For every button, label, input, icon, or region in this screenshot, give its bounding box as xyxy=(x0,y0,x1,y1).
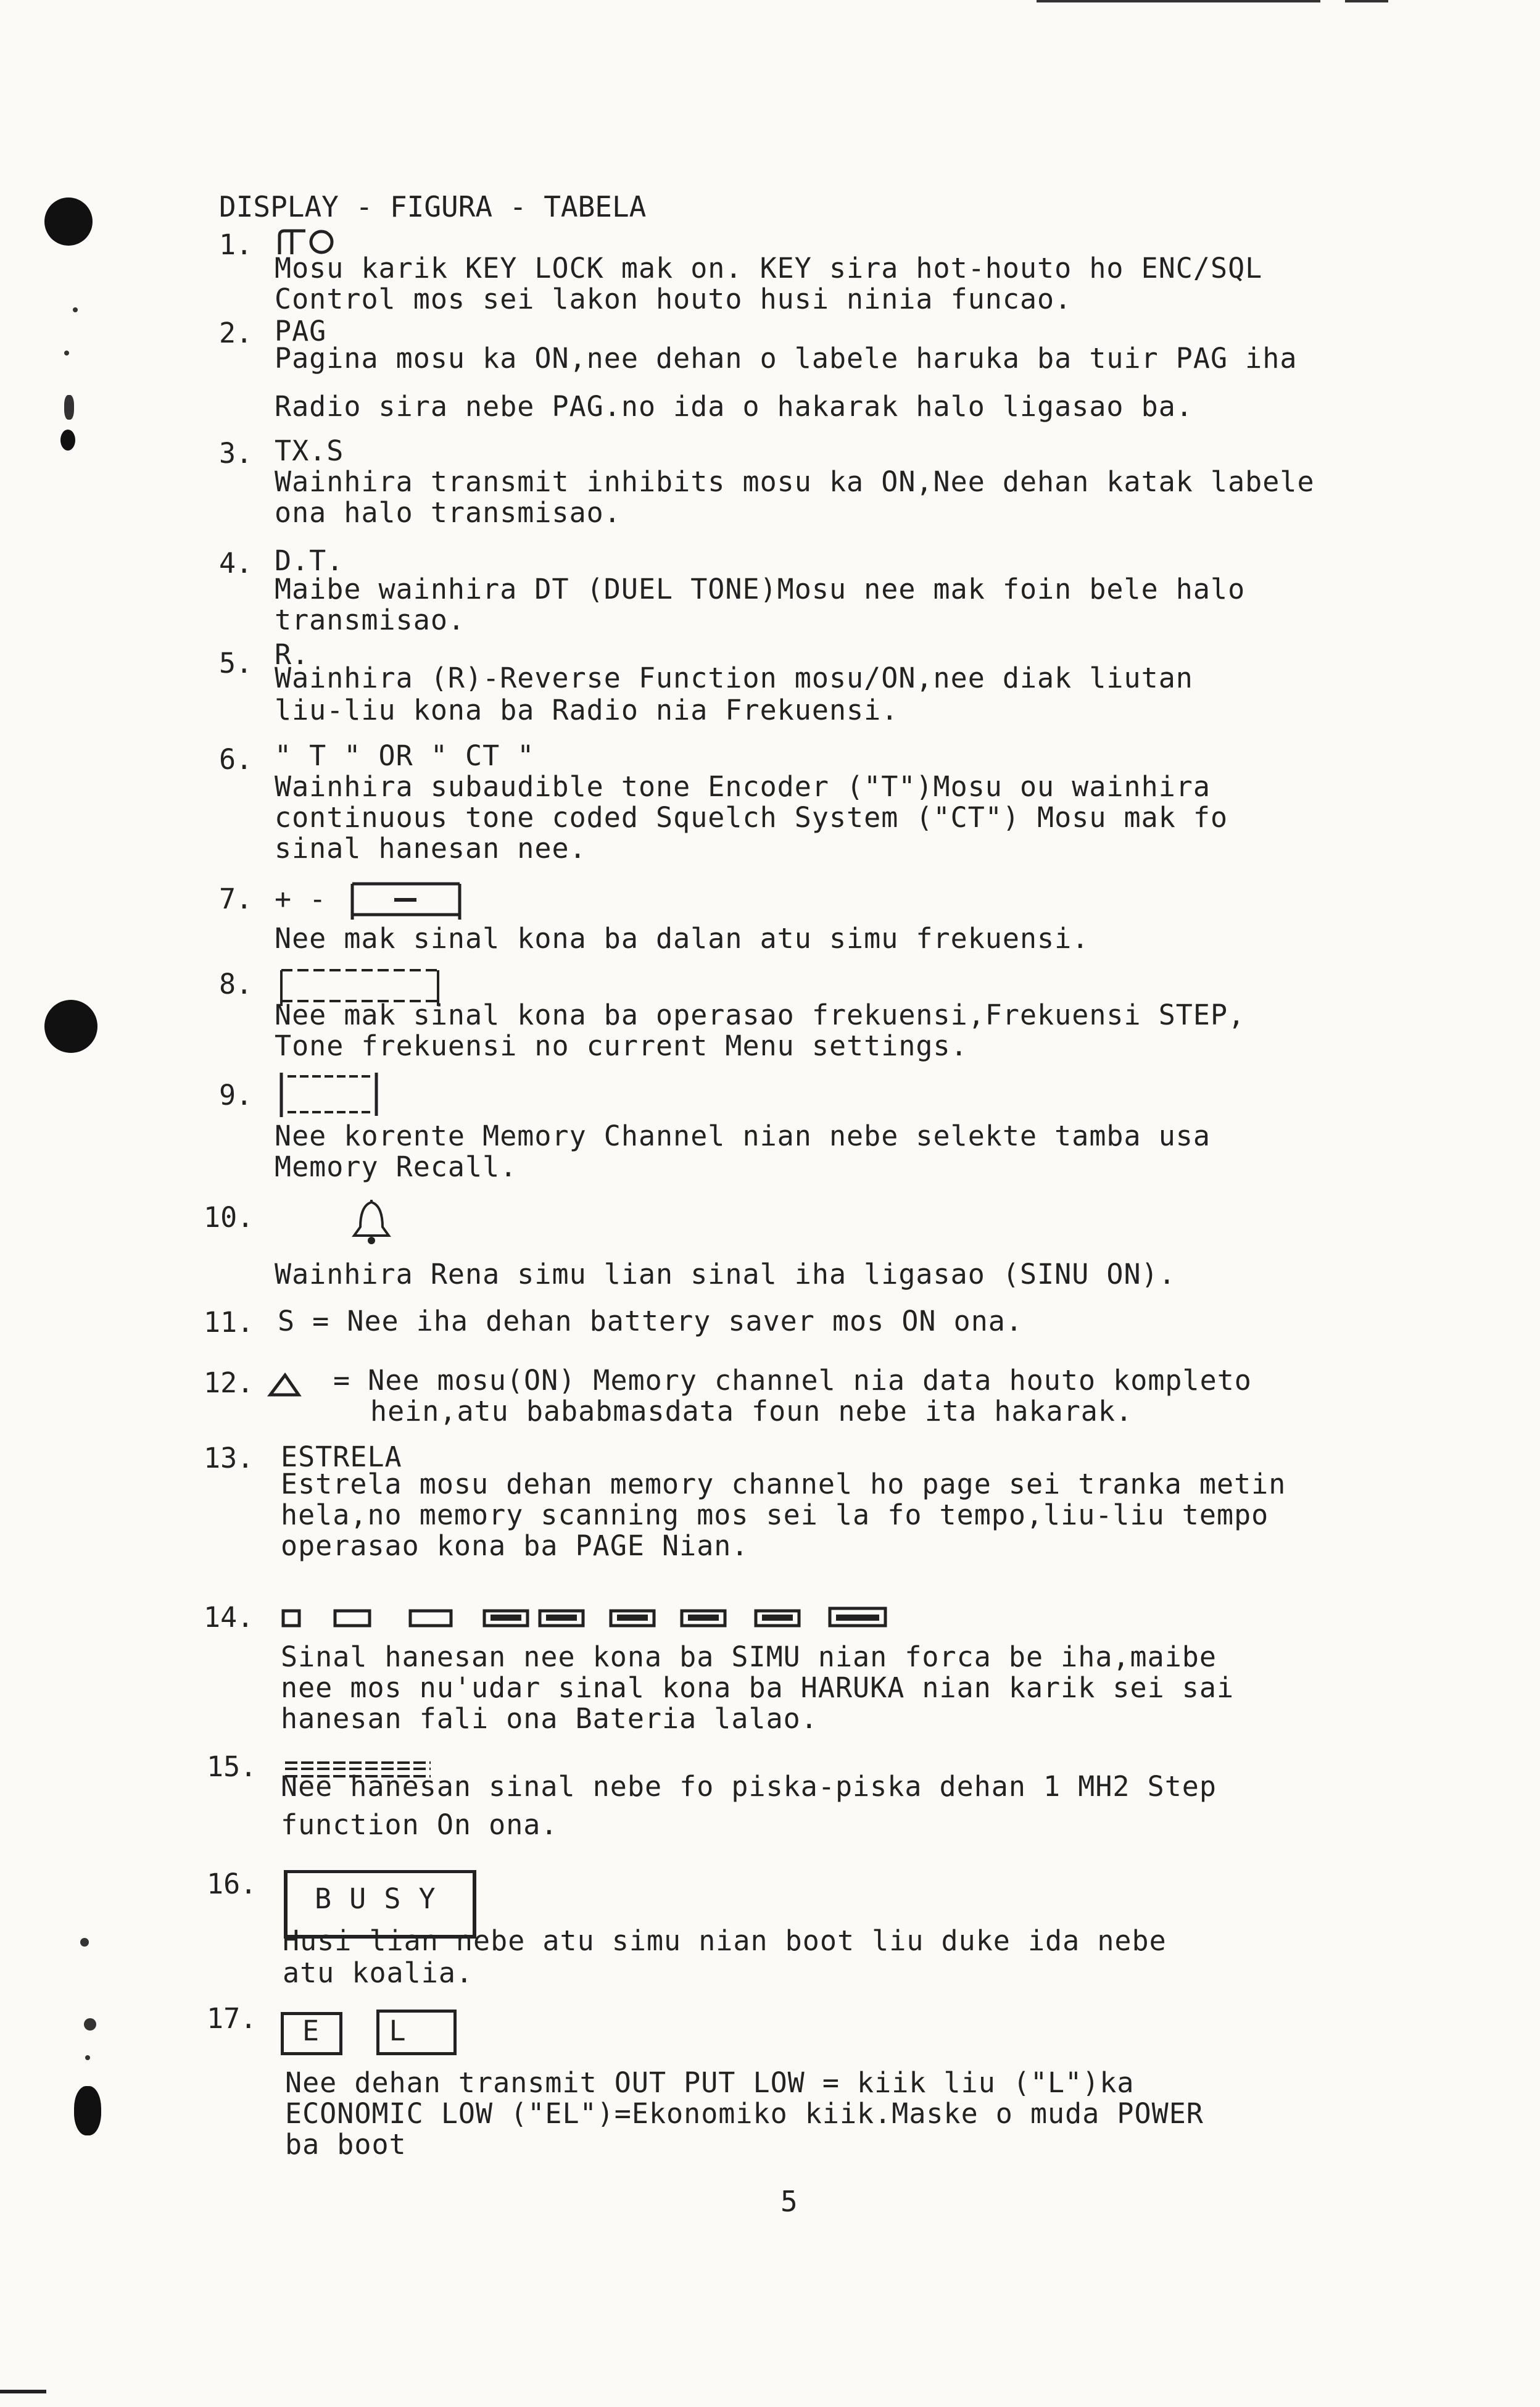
entry-text-line: Control mos sei lakon houto husi ninia funcao. xyxy=(275,283,1072,315)
entry-text-line: hein,atu bababmasdata foun nebe ita hakarak. xyxy=(370,1395,1133,1428)
entry-text-line: function On ona. xyxy=(281,1808,558,1841)
entry-number: 2. xyxy=(219,317,253,349)
entry-number: 15. xyxy=(207,1750,257,1783)
entry-number: 1. xyxy=(219,228,253,261)
busy-label: B U S Y xyxy=(315,1882,436,1915)
triangle-icon xyxy=(267,1371,304,1399)
entry-text-line: ba boot xyxy=(285,2128,407,2161)
entry-text-line: Wainhira (R)-Reverse Function mosu/ON,nee diak liutan xyxy=(275,662,1193,694)
entry-text-line: Sinal hanesan nee kona ba SIMU nian forca be iha,maibe xyxy=(281,1640,1217,1673)
entry-text-line: Wainhira Rena simu lian sinal iha ligasao (SINU ON). xyxy=(275,1258,1176,1291)
entry-number: 11. xyxy=(204,1306,254,1339)
memory-channel-symbol xyxy=(278,1068,383,1120)
margin-mark xyxy=(85,2055,90,2060)
offset-direction-symbol xyxy=(349,876,466,923)
entry-number: 7. xyxy=(219,883,253,915)
top-edge-line xyxy=(1037,0,1320,2)
entry-number: 17. xyxy=(207,2002,257,2035)
punch-hole xyxy=(44,1000,97,1053)
margin-mark xyxy=(80,1938,89,1947)
page-number: 5 xyxy=(780,2185,798,2218)
entry-text-line: atu koalia. xyxy=(283,1956,474,1989)
entry-text-line: liu-liu kona ba Radio nia Frekuensi. xyxy=(275,694,899,726)
entry-text-line: Nee korente Memory Channel nian nebe selekte tamba usa xyxy=(275,1120,1211,1152)
entry-text-line: Pagina mosu ka ON,nee dehan o labele haruka ba tuir PAG iha xyxy=(275,342,1298,375)
entry-text-line: transmisao. xyxy=(275,604,466,636)
entry-text-line: ECONOMIC LOW ("EL")=Ekonomiko kiik.Maske o muda POWER xyxy=(285,2097,1204,2130)
entry-label: " T " OR " CT " xyxy=(275,739,535,772)
entry-text-line: operasao kona ba PAGE Nian. xyxy=(281,1529,749,1562)
entry-number: 8. xyxy=(219,968,253,1000)
document-title: DISPLAY - FIGURA - TABELA xyxy=(219,190,647,223)
margin-mark xyxy=(84,2018,96,2031)
entry-number: 5. xyxy=(219,647,253,680)
entry-text-line: Wainhira transmit inhibits mosu ka ON,Nee dehan katak labele xyxy=(275,465,1315,498)
margin-mark xyxy=(64,395,74,420)
signal-strength-bars-symbol xyxy=(281,1602,898,1633)
entry-text-line: continuous tone coded Squelch System ("CT") Mosu mak fo xyxy=(275,801,1228,834)
entry-text-line: Radio sira nebe PAG.no ida o hakarak halo ligasao ba. xyxy=(275,390,1193,423)
entry-label: D.T. xyxy=(275,544,344,577)
entry-text-line: Husi lian nebe atu simu nian boot liu duke ida nebe xyxy=(283,1924,1167,1957)
punch-hole xyxy=(74,2086,101,2135)
entry-number: 16. xyxy=(207,1868,257,1900)
entry-label: = Nee mosu(ON) Memory channel nia data houto kompleto xyxy=(333,1364,1252,1397)
bell-icon xyxy=(346,1197,401,1247)
entry-text-line: Nee mak sinal kona ba dalan atu simu frekuensi. xyxy=(275,922,1090,955)
entry-text-line: Nee dehan transmit OUT PUT LOW = kiik liu ("L")ka xyxy=(285,2066,1135,2099)
entry-number: 13. xyxy=(204,1442,254,1474)
entry-text-line: Nee mak sinal kona ba operasao frekuensi,Frekuensi STEP, xyxy=(275,999,1246,1031)
entry-text-line: Nee hanesan sinal nebe fo piska-piska dehan 1 MH2 Step xyxy=(281,1770,1217,1803)
entry-label: + - xyxy=(275,883,327,915)
entry-label: TX.S xyxy=(275,434,344,467)
entry-label: R. xyxy=(275,638,310,671)
entry-text-line: hanesan fali ona Bateria lalao. xyxy=(281,1702,818,1735)
power-level-label: E L xyxy=(302,2014,407,2047)
margin-mark xyxy=(64,351,69,355)
entry-label: PAG xyxy=(275,315,327,347)
entry-number: 14. xyxy=(204,1601,254,1634)
margin-mark xyxy=(73,307,78,312)
entry-text-line: sinal hanesan nee. xyxy=(275,832,587,865)
entry-text-line: Estrela mosu dehan memory channel ho page sei tranka metin xyxy=(281,1468,1286,1500)
margin-mark xyxy=(60,430,75,451)
entry-number: 4. xyxy=(219,547,253,580)
entry-number: 12. xyxy=(204,1366,254,1399)
entry-text-line: hela,no memory scanning mos sei la fo tempo,liu-liu tempo xyxy=(281,1499,1269,1531)
entry-text-line: Memory Recall. xyxy=(275,1150,518,1183)
entry-number: 3. xyxy=(219,437,253,470)
top-edge-line xyxy=(1345,0,1388,2)
bottom-edge-mark xyxy=(0,2390,46,2393)
entry-text-line: Maibe wainhira DT (DUEL TONE)Mosu nee mak foin bele halo xyxy=(275,573,1246,605)
entry-label: S = Nee iha dehan battery saver mos ON ona. xyxy=(278,1305,1023,1337)
punch-hole xyxy=(44,197,93,246)
entry-text-line: Wainhira subaudible tone Encoder ("T")Mosu ou wainhira xyxy=(275,770,1211,803)
entry-text-line: Mosu karik KEY LOCK mak on. KEY sira hot-houto ho ENC/SQL xyxy=(275,252,1263,285)
entry-number: 10. xyxy=(204,1201,254,1234)
entry-text-line: nee mos nu'udar sinal kona ba HARUKA nian karik sei sai xyxy=(281,1671,1235,1704)
entry-text-line: ona halo transmisao. xyxy=(275,496,621,529)
entry-number: 6. xyxy=(219,743,253,776)
entry-label: ESTRELA xyxy=(281,1440,402,1473)
entry-text-line: Tone frekuensi no current Menu settings. xyxy=(275,1029,968,1062)
entry-number: 9. xyxy=(219,1079,253,1112)
